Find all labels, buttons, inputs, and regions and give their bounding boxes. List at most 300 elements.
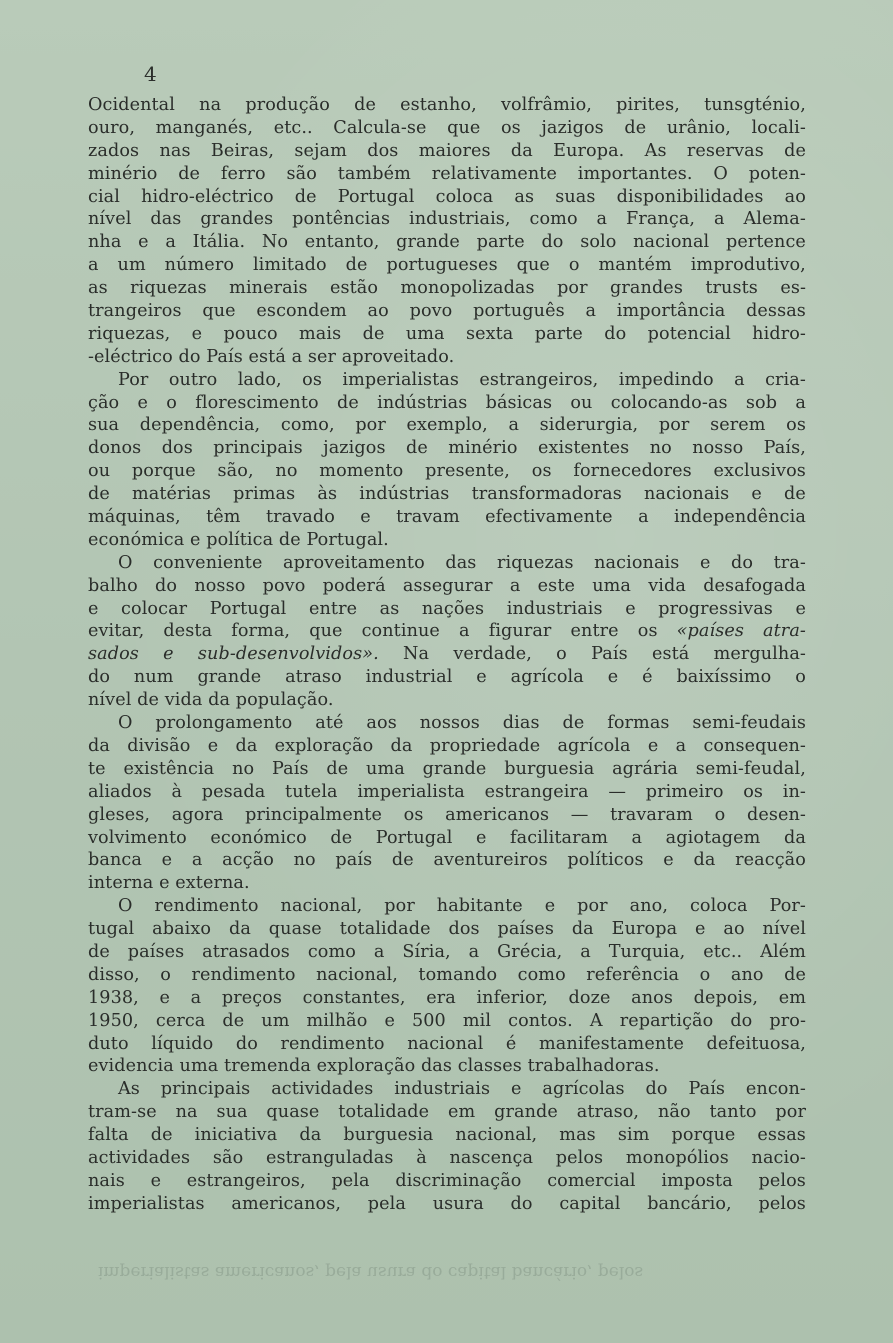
paragraph [88, 895, 806, 1078]
word: e [207, 735, 219, 756]
word: 1950, [88, 1010, 139, 1031]
word: que [447, 117, 481, 138]
word: desafogada [703, 575, 806, 596]
word: independência [674, 507, 806, 528]
word: grandes [200, 209, 274, 230]
text-line [88, 94, 806, 117]
word: primas [233, 484, 296, 505]
word: nosso [692, 438, 744, 459]
word: a [509, 575, 521, 596]
word: No [261, 232, 289, 253]
word: e [663, 850, 674, 871]
word: locali- [751, 117, 806, 138]
word: capital [559, 1193, 621, 1214]
word: travam [396, 507, 460, 528]
word: disponibilidades [616, 186, 764, 207]
word: sim [617, 1125, 650, 1146]
word: do [155, 575, 178, 596]
word: pelos [555, 1147, 604, 1168]
word: totalidade [339, 919, 431, 940]
word: nacional, [316, 964, 398, 985]
body-text [88, 94, 806, 1216]
word: tomando [418, 964, 498, 985]
word: líquido [151, 1033, 214, 1054]
text-line [88, 987, 806, 1010]
word: principais [160, 1079, 251, 1100]
word: como [529, 209, 578, 230]
word: nascença [449, 1147, 534, 1168]
word: este [537, 575, 575, 596]
word: etc.. [273, 117, 313, 138]
word: americanos, [231, 1193, 342, 1214]
word: pouco [223, 323, 278, 344]
word: e [511, 1079, 522, 1100]
word: País [591, 644, 628, 665]
word: maiores [418, 140, 491, 161]
word: pesada [201, 781, 266, 802]
word: improdutivo, [690, 255, 806, 276]
word: na [175, 1102, 198, 1123]
word: comercial [547, 1170, 636, 1191]
word: poten- [748, 163, 806, 184]
word: parte [534, 323, 583, 344]
word: de [362, 323, 385, 344]
word: por [557, 278, 588, 299]
word: a [734, 369, 745, 390]
paragraph [88, 94, 806, 369]
word: estrangeiros, [479, 369, 599, 390]
word: americanos [445, 804, 550, 825]
word: o [556, 644, 567, 665]
word: aventureiros [433, 850, 548, 871]
word: que [309, 621, 343, 642]
word: português [473, 301, 565, 322]
word: atraso, [576, 1102, 640, 1123]
word: burguesia [343, 1125, 434, 1146]
word: Europa. [553, 140, 625, 161]
word: desen- [746, 804, 806, 825]
word: principalmente [245, 804, 382, 825]
word: e [150, 1170, 162, 1191]
word: pelos [758, 1193, 806, 1214]
word: semi-feudal, [695, 758, 806, 779]
word: os [531, 461, 552, 482]
word: — [570, 804, 589, 825]
word: o [795, 667, 806, 688]
word: de [391, 850, 414, 871]
word: também [337, 163, 411, 184]
word: travado [265, 507, 335, 528]
text-line [88, 1193, 806, 1216]
word: de [294, 186, 317, 207]
word: e [607, 667, 619, 688]
word: bancário, [647, 1193, 732, 1214]
text-line [88, 254, 806, 277]
word: o [166, 392, 177, 413]
text-line [88, 163, 806, 186]
word: etc.. [703, 941, 743, 962]
word: imperialista [357, 781, 465, 802]
word: nacional [407, 1033, 484, 1054]
word: no [649, 438, 672, 459]
word: continue [361, 621, 440, 642]
word: urânio, [666, 117, 731, 138]
word: dias [502, 713, 540, 734]
word: limitado [252, 255, 327, 276]
word: sejam [294, 140, 347, 161]
word: es- [780, 278, 806, 299]
word: rendimento [280, 1033, 385, 1054]
word: indústrias [377, 392, 468, 413]
word: uma [592, 575, 632, 596]
word: nacionais [644, 484, 730, 505]
word: de [88, 941, 110, 962]
word: doze [568, 987, 611, 1008]
word: da [88, 735, 110, 756]
word: indústrias [359, 484, 450, 505]
text-line [88, 369, 806, 392]
word: os [743, 781, 764, 802]
word: Alema- [743, 209, 806, 230]
word: do [645, 1079, 668, 1100]
word: assegurar [402, 575, 493, 596]
word: industriais [506, 598, 603, 619]
word: de [354, 95, 376, 115]
word: «países [676, 621, 744, 642]
word: as [88, 278, 108, 299]
word: nais [88, 1170, 125, 1191]
word: uma [405, 323, 445, 344]
word: gleses, [88, 804, 151, 825]
word: As [118, 1079, 140, 1100]
word: as [514, 186, 535, 207]
word: da [228, 919, 251, 940]
word: exploração [274, 735, 374, 756]
word: mais [299, 323, 342, 344]
word: em [778, 987, 806, 1008]
text-line: económica e política de Portugal. [88, 529, 389, 550]
word: do [510, 1193, 533, 1214]
word: acção [222, 850, 274, 871]
word: escondem [256, 301, 347, 322]
word: transformadoras [471, 484, 622, 505]
word: outro [168, 369, 218, 390]
word: nacional, [455, 1125, 538, 1146]
word: industrial [365, 667, 453, 688]
word: o [699, 964, 711, 985]
word: Beiras, [210, 140, 275, 161]
word: sua [216, 1102, 248, 1123]
word: e [159, 987, 171, 1008]
word: e [476, 667, 487, 688]
word: propriedade [429, 735, 541, 756]
word: a [714, 209, 725, 230]
word: constantes, [302, 987, 406, 1008]
text-line [88, 712, 806, 735]
word: banca [88, 850, 142, 871]
word: minério [448, 438, 518, 459]
word: imperialistas [342, 369, 460, 390]
word: preços [221, 987, 283, 1008]
word: dos [161, 438, 193, 459]
word: estão [330, 278, 379, 299]
word: agrícola [557, 735, 631, 756]
word: a [459, 621, 470, 642]
word: França, [626, 209, 696, 230]
word: dos [367, 140, 399, 161]
word: de [330, 827, 353, 848]
word: e [384, 1010, 395, 1031]
word: portugueses [386, 255, 498, 276]
word: é [505, 1033, 517, 1054]
word: agrária [612, 758, 678, 779]
word: das [445, 552, 477, 573]
word: de [222, 1010, 245, 1031]
word: minerais [229, 278, 308, 299]
word: de [562, 713, 585, 734]
text-line [88, 735, 806, 758]
word: Síria, [402, 941, 451, 962]
text-line [88, 208, 806, 231]
word: às [317, 484, 338, 505]
word: nível [762, 919, 806, 940]
word: os [302, 369, 322, 390]
word: existentes [537, 438, 630, 459]
word: industriais, [409, 209, 511, 230]
word: conveniente [153, 552, 263, 573]
paragraph [88, 369, 806, 552]
word: país [335, 850, 373, 871]
word: parte [476, 232, 525, 253]
word: suas [555, 186, 596, 207]
word: da [390, 735, 413, 756]
word: nas [159, 140, 191, 161]
word: de [326, 758, 349, 779]
word: milhão [306, 1010, 368, 1031]
word: tra- [773, 552, 806, 573]
word: existência [123, 758, 215, 779]
text-line [88, 231, 806, 254]
word: num [133, 667, 174, 688]
word: jazigos [323, 438, 386, 459]
word: grande [422, 758, 487, 779]
word: País [271, 758, 309, 779]
word: o [160, 964, 171, 985]
word: lado, [237, 369, 282, 390]
text-line [88, 620, 806, 643]
word: volvimento [88, 827, 187, 848]
word: de [784, 140, 806, 161]
word: e [751, 484, 762, 505]
word: do [604, 323, 627, 344]
word: riquezas, [88, 323, 171, 344]
word: uma [366, 758, 405, 779]
word: sexta [465, 323, 514, 344]
word: da [299, 1125, 322, 1146]
text-line [88, 575, 806, 598]
word: referência [586, 964, 680, 985]
word: Por [118, 369, 149, 390]
word: baixíssimo [676, 667, 772, 688]
word: exemplo, [406, 415, 488, 436]
text-line [88, 1033, 806, 1056]
word: básicas [485, 392, 553, 413]
word: estanho, [400, 95, 477, 115]
word: forma, [231, 621, 291, 642]
word: donos [88, 438, 142, 459]
word: matérias [132, 484, 212, 505]
word: têm [206, 507, 241, 528]
word: importantes. [577, 163, 693, 184]
word: agrícolas [542, 1079, 625, 1100]
text-line: -eléctrico do País está a ser aproveitado. [88, 346, 455, 367]
text-line [88, 1147, 806, 1170]
word: ferro [220, 163, 266, 184]
word: porque [671, 1125, 736, 1146]
word: reservas [686, 140, 764, 161]
bleed-through-text: imperialistas americanos, pela usura do capital bancário, pelos [98, 1262, 644, 1282]
word: até [315, 713, 344, 734]
word: atrasados [202, 941, 290, 962]
word: coloca [435, 186, 494, 207]
word: do [88, 667, 111, 688]
word: manganés, [155, 117, 254, 138]
word: essas [757, 1125, 806, 1146]
word: é [642, 667, 653, 688]
word: contos. [508, 1010, 573, 1031]
word: agrícola [510, 667, 584, 688]
word: mergulha- [713, 644, 806, 665]
word: de [88, 484, 110, 505]
word: quase [266, 1102, 320, 1123]
word: a [585, 301, 597, 322]
word: cerca [155, 1010, 206, 1031]
word: a [468, 941, 480, 962]
word: são [286, 163, 317, 184]
word: produção [245, 95, 330, 115]
word: O [118, 896, 133, 917]
word: prolongamento [155, 713, 293, 734]
word: à [171, 781, 183, 802]
word: florescimento [195, 392, 319, 413]
word: O [118, 713, 133, 734]
text-line [88, 186, 806, 209]
word: no [275, 461, 298, 482]
word: te [88, 758, 106, 779]
word: e [699, 552, 711, 573]
word: os [786, 415, 806, 436]
word: abaixo [152, 919, 212, 940]
word: um [261, 1010, 290, 1031]
word: estrangeira [484, 781, 589, 802]
word: grande [197, 667, 262, 688]
paragraph [88, 552, 806, 712]
word: Portugal [209, 598, 287, 619]
word: atra- [763, 621, 806, 642]
word: pela [331, 1170, 370, 1191]
word: sob [745, 392, 778, 413]
word: efectivamente [485, 507, 613, 528]
word: encon- [745, 1079, 806, 1100]
text-line [88, 300, 806, 323]
word: evitar, [88, 621, 145, 642]
text-line [88, 849, 806, 872]
word: de [405, 438, 428, 459]
word: a [191, 850, 203, 871]
word: O [713, 163, 728, 184]
word: das [150, 209, 182, 230]
word: e [163, 644, 174, 665]
word: e [191, 323, 203, 344]
word: por [775, 1102, 806, 1123]
word: pelos [758, 1170, 806, 1191]
word: aliados [88, 781, 152, 802]
word: está [651, 644, 690, 665]
word: e [161, 850, 173, 871]
word: tunsgténio, [704, 95, 806, 115]
word: à [416, 1147, 427, 1168]
word: do [730, 1010, 753, 1031]
word: formas [607, 713, 670, 734]
word: e [625, 598, 636, 619]
word: Além [760, 941, 806, 962]
word: o [714, 804, 726, 825]
text-line [88, 117, 806, 140]
word: progressivas [658, 598, 773, 619]
text-line [88, 323, 806, 346]
word: actividades [88, 1147, 191, 1168]
word: Grécia, [497, 941, 563, 962]
word: a [373, 941, 385, 962]
word: nossos [419, 713, 480, 734]
word: exclusivos [713, 461, 806, 482]
word: dos [448, 919, 480, 940]
word: semi-feudais [692, 713, 806, 734]
word: de [178, 163, 201, 184]
word: ao [723, 919, 745, 940]
text-line [88, 1078, 806, 1101]
word: travaram [610, 804, 693, 825]
word: por [355, 415, 386, 436]
word: ou [570, 392, 593, 413]
word: — [608, 781, 627, 802]
word: e [88, 598, 99, 619]
word: principais [213, 438, 303, 459]
word: País, [763, 438, 806, 459]
word: número [164, 255, 235, 276]
text-line [88, 758, 806, 781]
word: hidro-eléctrico [141, 186, 274, 207]
word: do [235, 1033, 258, 1054]
word: ao [784, 186, 806, 207]
word: países [127, 941, 185, 962]
word: da [510, 140, 533, 161]
word: habitante [436, 896, 523, 917]
word: estranguladas [265, 1147, 394, 1168]
word: As [644, 140, 667, 161]
text-line [88, 643, 806, 666]
text-line [88, 414, 806, 437]
word: do [730, 552, 754, 573]
text-line [88, 277, 806, 300]
word: e [695, 919, 706, 940]
word: riquezas [130, 278, 207, 299]
word: Calcula-se [333, 117, 427, 138]
word: e [475, 827, 487, 848]
word: máquinas, [88, 507, 181, 528]
word: coloca [689, 896, 748, 917]
word: volfrâmio, [500, 95, 593, 115]
